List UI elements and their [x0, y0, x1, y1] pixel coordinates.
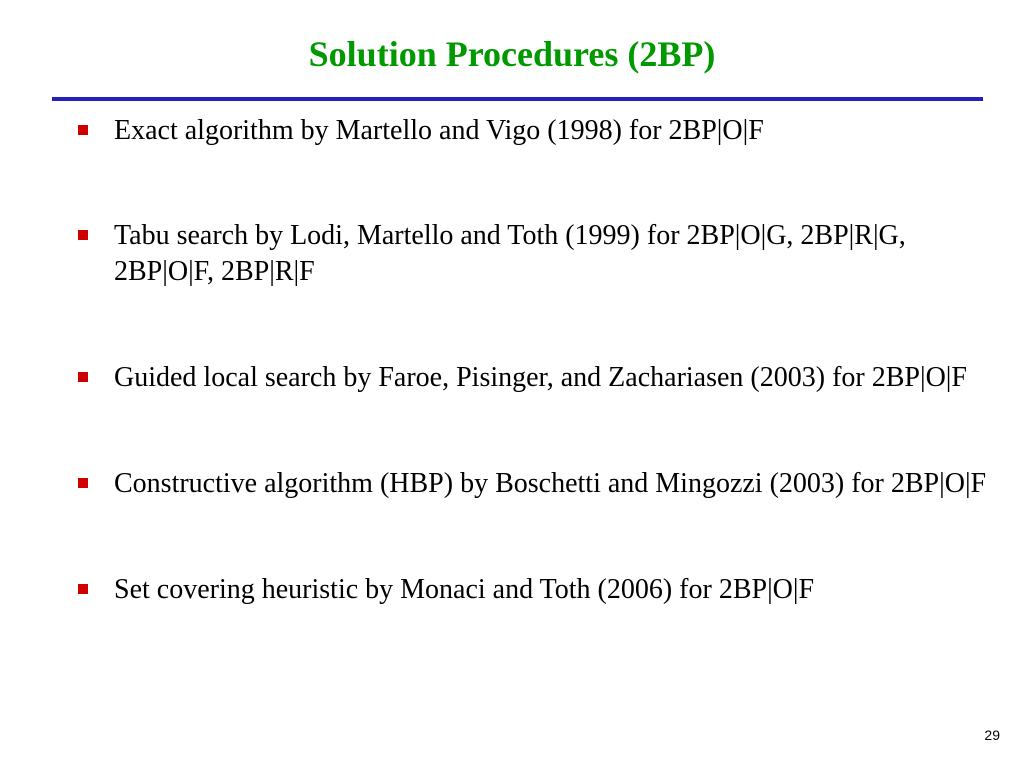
square-bullet-icon [78, 372, 88, 382]
square-bullet-icon [78, 584, 88, 594]
bullet-text: Exact algorithm by Martello and Vigo (1998) for 2BP|O|F [114, 115, 764, 146]
bullet-text: Tabu search by Lodi, Martello and Toth (1999) for 2BP|O|G, 2BP|R|G, 2BP|O|F, 2BP|R|F [114, 220, 906, 287]
square-bullet-icon [78, 230, 88, 240]
bullet-text: Set covering heuristic by Monaci and Toth (2006) for 2BP|O|F [114, 574, 815, 605]
page-number: 29 [984, 727, 1000, 743]
square-bullet-icon [78, 125, 88, 135]
bullet-list [0, 113, 1024, 678]
square-bullet-icon [78, 478, 88, 488]
bullet-text: Guided local search by Faroe, Pisinger, and Zachariasen (2003) for 2BP|O|F [114, 362, 967, 393]
title-divider [52, 97, 983, 101]
bullet-item [0, 218, 1024, 290]
slide-title: Solution Procedures (2BP) [308, 34, 716, 74]
bullet-text: Constructive algorithm (HBP) by Boschetti and Mingozzi (2003) for 2BP|O|F [114, 468, 987, 499]
bullet-item [0, 466, 1024, 502]
bullet-item [0, 360, 1024, 396]
bullet-item [0, 113, 1024, 149]
bullet-item [0, 572, 1024, 608]
